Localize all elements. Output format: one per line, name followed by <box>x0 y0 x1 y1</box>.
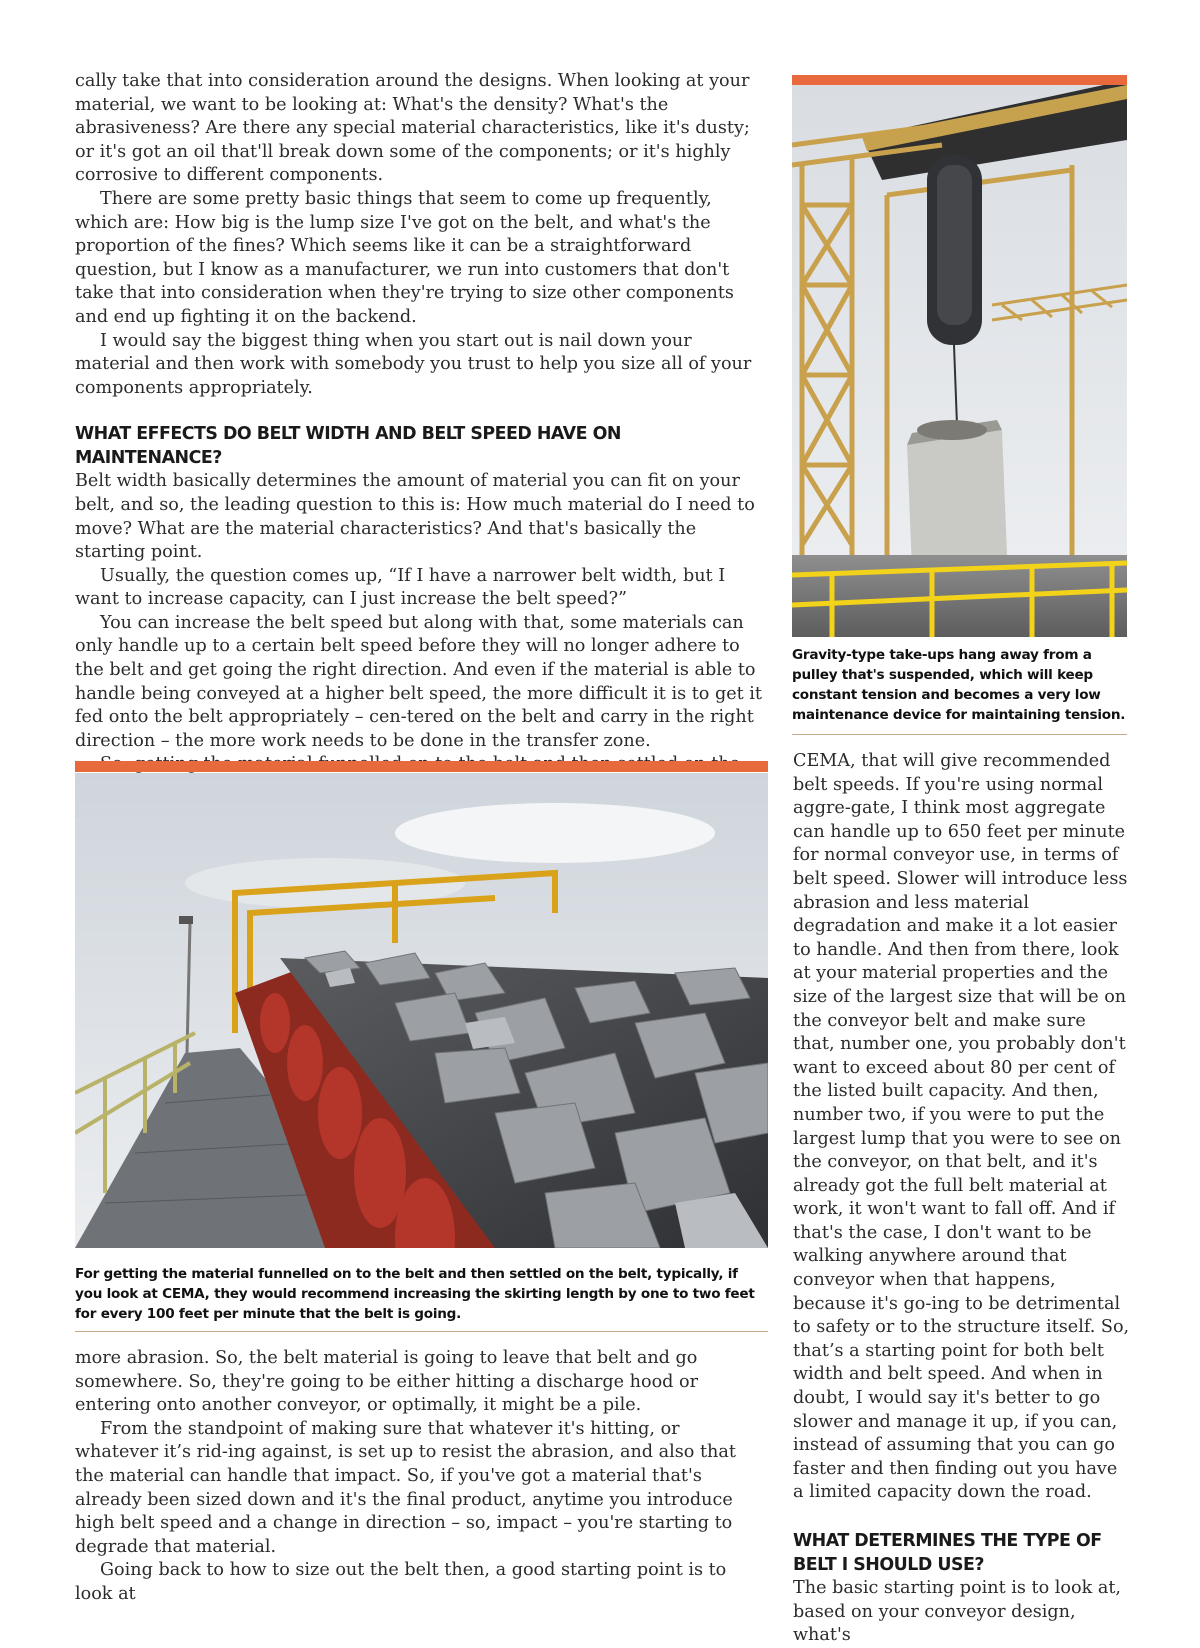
photo-accent-bar <box>792 75 1127 85</box>
body-paragraph: The basic starting point is to look at, based on your conveyor design, what's <box>793 1578 1122 1646</box>
body-paragraph: Usually, the question comes up, “If I have a narrower belt width, but I want to increase capacity, can I just increase the belt speed?” <box>75 565 726 610</box>
gravity-takeup-photo <box>792 85 1127 637</box>
body-paragraph: more abrasion. So, the belt material is going to leave that belt and go somewhere. So, they're going to be either hitting a discharge hood or entering onto another conveyor, or optimally, it might be a pile. <box>75 1348 699 1416</box>
body-paragraph: CEMA, that will give recommended belt speeds. If you're using normal aggre-gate, I think most aggregate can handle up to 650 feet per minute for normal conveyor use, in terms of belt speed. Slower will introduce less abrasion and less material degradation and make it a lot easier to handle. And then from there, look at your material properties and the size of the largest size that will be on the conveyor belt and make sure that, number one, you probably don't want to exceed about 80 per cent of the listed built capacity. And then, number two, if you were to put the largest lump that you were to see on the conveyor, on that belt, and it's already got the full belt material at work, it won't want to fall off. And if that's the case, I don't want to be walking anywhere around that conveyor when that happens, because it's go-ing to be detrimental to safety or to the structure itself. So, that’s a starting point for both belt width and belt speed. And when in doubt, I would say it's better to go slower and manage it up, if you can, instead of assuming that you can go faster and then finding out you have a limited capacity down the road. <box>793 751 1130 1503</box>
conveyor-belt-photo <box>75 773 768 1248</box>
section-heading-belt-type: WHAT DETERMINES THE TYPE OF BELT I SHOULD USE? <box>793 1531 1102 1575</box>
body-paragraph: From the standpoint of making sure that whatever it's hitting, or whatever it’s rid-ing against, is set up to resist the abrasion, and also that the material can handle that impact. So, if you've got a material that's already been sized down and it's the final product, anytime you introduce high belt speed and a change in direction – so, impact – you're starting to degrade that material. <box>75 1418 736 1557</box>
body-paragraph: cally take that into consideration around the designs. When looking at your material, we want to be looking at: What's the density? What's the abrasiveness? Are there any special material characteristics, like it's dusty; or it's got an oil that'll break down some of the components; or it's highly corrosive to different components. <box>75 71 750 186</box>
body-paragraph: Going back to how to size out the belt then, a good starting point is to look at <box>75 1560 727 1604</box>
body-paragraph: There are some pretty basic things that seem to come up frequently, which are: How big is the lump size I've got on the belt, and what's the proportion of the fines? Which seems like it can be a straightforward question, but I know as a manufacturer, we run into customers that don't take that into consideration when they're trying to size other components and end up fighting it on the backend. <box>75 188 734 327</box>
body-paragraph: You can increase the belt speed but along with that, some materials can only handle up to a certain belt speed before they will no longer adhere to the belt and get going the right direction. And even if the material is able to handle being conveyed at a higher belt speed, the more difficult it is to get it fed onto the belt appropriately – cen-tered on the belt and carry in the right direction – the more work needs to be done in the transfer zone. <box>75 612 763 751</box>
left-column <box>75 70 768 871</box>
caption-divider <box>792 734 1127 735</box>
takeup-photo-caption: Gravity-type take-ups hang away from a pulley that's suspended, which will keep constant tension and becomes a very low maintenance device for maintaining tension. <box>792 647 1126 723</box>
section-heading-belt-width-speed: WHAT EFFECTS DO BELT WIDTH AND BELT SPEED HAVE ON MAINTENANCE? <box>75 424 621 469</box>
photo-accent-bar <box>75 761 768 772</box>
right-column <box>793 750 1131 1648</box>
body-paragraph: Belt width basically determines the amount of material you can fit on your belt, and so, the leading question to this is: How much material do I need to move? What are the material characteristics? And that's basically the starting point. <box>75 471 755 563</box>
caption-divider <box>75 1331 768 1332</box>
conveyor-photo-caption: For getting the material funnelled on to the belt and then settled on the belt, typically, if you look at CEMA, they would recommend increasing the skirting length by one to two feet for every 100 feet per minute that the belt is going. <box>75 1266 755 1322</box>
left-column-bottom <box>75 1347 768 1607</box>
body-paragraph: I would say the biggest thing when you start out is nail down your material and then work with somebody you trust to help you size all of your components appropriately. <box>75 330 752 398</box>
